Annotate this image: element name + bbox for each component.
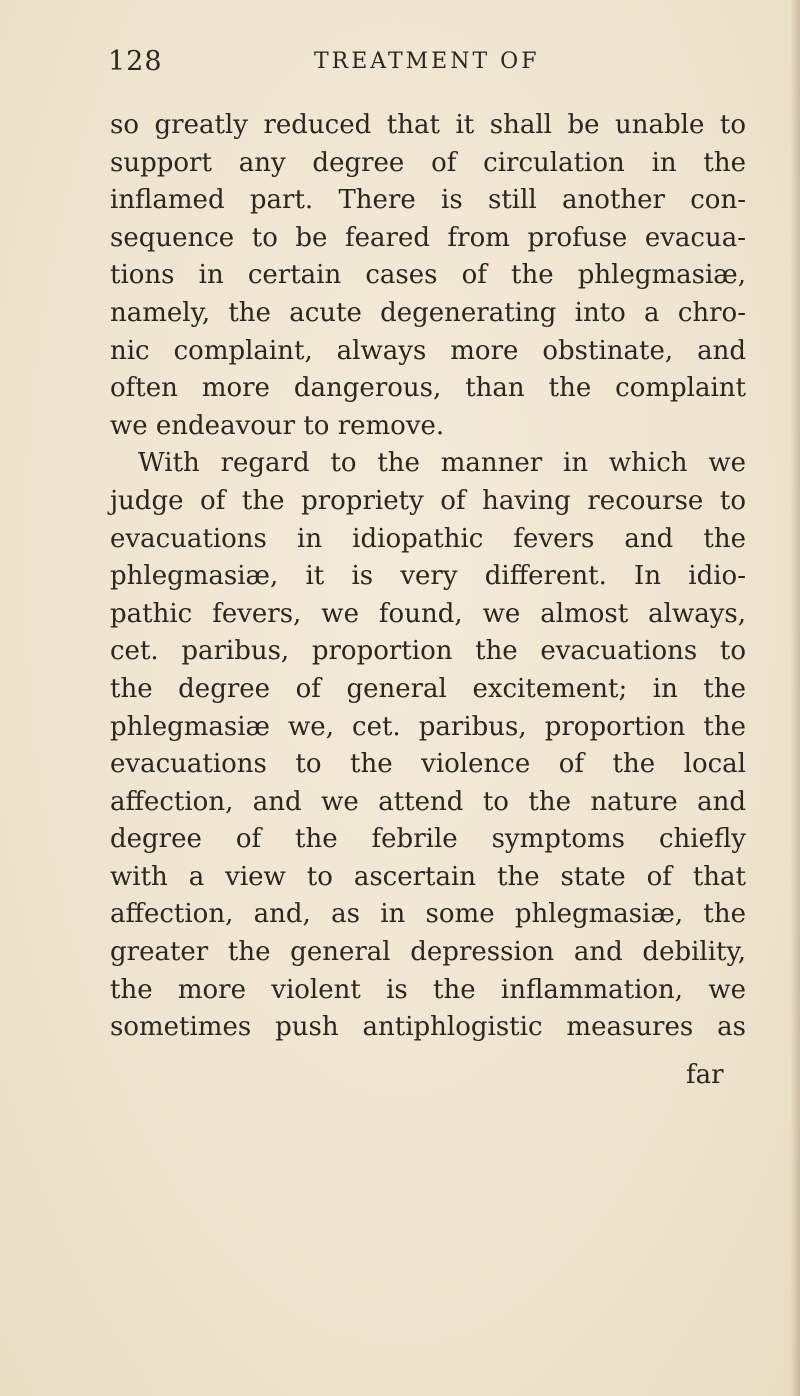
text-line: support any degree of circulation in the: [110, 147, 746, 178]
running-head: TREATMENT OF: [314, 49, 540, 74]
text-line: degree of the febrile symptoms chiefly: [110, 824, 746, 855]
text-line: evacuations in idiopathic fevers and the: [110, 523, 746, 554]
text-line: evacuations to the violence of the local: [110, 749, 746, 780]
text-line: so greatly reduced that it shall be unable to: [110, 110, 746, 140]
text-line: sequence to be feared from profuse evacua-: [110, 222, 746, 253]
text-line: tions in certain cases of the phlegmasiæ,: [110, 260, 746, 291]
text-line: judge of the propriety of having recourse to: [110, 485, 746, 516]
text-line: greater the general depression and debility,: [110, 937, 746, 968]
page-header: [108, 46, 708, 86]
text-line: nic complaint, always more obstinate, and: [110, 335, 746, 366]
body-text: [110, 107, 746, 1047]
text-line: the degree of general excitement; in the: [110, 673, 746, 704]
paragraph-end-line: we endeavour to remove.: [110, 410, 445, 441]
text-line: affection, and we attend to the nature and: [110, 786, 746, 817]
paragraph-start-line: With regard to the manner in which we: [138, 448, 746, 479]
text-line: phlegmasiæ, it is very different. In idio-: [110, 561, 746, 592]
text-line: pathic fevers, we found, we almost always,: [110, 598, 746, 629]
page-edge-shadow: [790, 0, 800, 1396]
text-line: cet. paribus, proportion the evacuations to: [110, 636, 746, 667]
text-line: namely, the acute degenerating into a chro-: [110, 297, 746, 328]
text-line: inflamed part. There is still another con-: [110, 185, 746, 216]
text-line: often more dangerous, than the complaint: [110, 373, 746, 404]
text-line: phlegmasiæ we, cet. paribus, proportion the: [110, 711, 746, 742]
text-line: the more violent is the inflammation, we: [110, 974, 746, 1005]
catchword: far: [686, 1060, 724, 1090]
text-line: sometimes push antiphlogistic measures as: [110, 1012, 746, 1043]
page-number: 128: [108, 46, 163, 77]
text-line: affection, and, as in some phlegmasiæ, the: [110, 899, 746, 930]
text-line: with a view to ascertain the state of that: [110, 861, 746, 892]
